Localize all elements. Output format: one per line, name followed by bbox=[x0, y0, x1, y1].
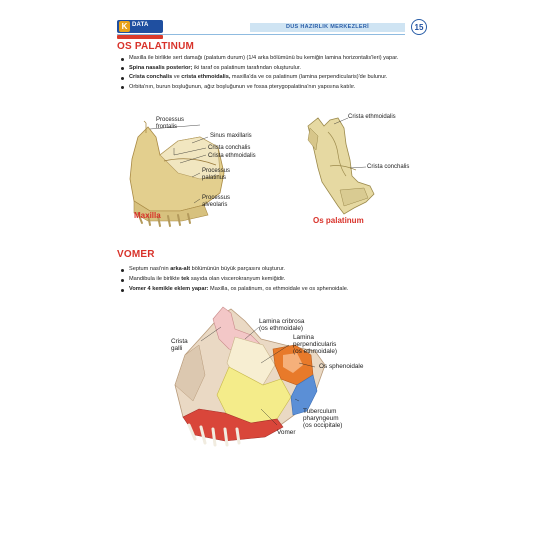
label-crista-conchalis: Crista conchalis bbox=[208, 145, 251, 151]
label-lamina-perpendicularis: Lamina perpendicularis (os ethmoidale) bbox=[293, 334, 338, 355]
logo-underline bbox=[117, 35, 163, 39]
caption-os-palatinum: Os palatinum bbox=[313, 216, 364, 225]
os-palatinum-figure bbox=[300, 110, 440, 230]
label-crista-galli: Crista galli bbox=[171, 338, 188, 352]
caption-maxilla: Maxilla bbox=[134, 211, 161, 220]
label-crista-conchalis-palatinum: Crista conchalis bbox=[367, 164, 410, 170]
logo-mark: K bbox=[119, 21, 130, 32]
publisher-logo bbox=[117, 20, 163, 42]
bullet-item: Maxilla ile birlikte sert damağı (palatum durum) (1/4 arka bölümünü bu kemiğin lamina horizontalis'leri) yapar. bbox=[120, 55, 430, 62]
bullet-item: Mandibula ile birlikte tek sayıda olan viscerokranyum kemiğidir. bbox=[120, 276, 430, 283]
bullet-item: Spina nasalis posterior; iki taraf os palatinum tarafından oluşturulur. bbox=[120, 65, 430, 72]
header-rule bbox=[117, 34, 405, 35]
label-tuberculum-pharyngeum: Tuberculum pharyngeum (os occipitale) bbox=[303, 408, 343, 429]
header-title: DUS HAZIRLIK MERKEZLERİ bbox=[286, 24, 369, 30]
label-sinus-maxillaris: Sinus maxillaris bbox=[210, 133, 252, 139]
os-palatinum-bullets bbox=[120, 55, 430, 91]
label-processus-alveolaris: Processus alveolaris bbox=[202, 195, 231, 208]
label-processus-palatinus: Processus palatinus bbox=[202, 168, 231, 181]
logo-badge bbox=[117, 20, 163, 33]
label-os-sphenoidale: Os sphenoidale bbox=[319, 363, 364, 370]
page-number: 15 bbox=[411, 19, 427, 35]
label-processus-frontalis: Processus frontalis bbox=[156, 117, 185, 130]
section-title-vomer: VOMER bbox=[117, 249, 155, 260]
label-crista-ethmoidalis: Crista ethmoidalis bbox=[208, 153, 256, 159]
section-title-os-palatinum: OS PALATINUM bbox=[117, 41, 195, 52]
logo-text: DATA bbox=[132, 22, 149, 28]
bullet-item: Vomer 4 kemikle eklem yapar: Maxilla, os palatinum, os ethmoidale ve os sphenoidale. bbox=[120, 286, 430, 293]
vomer-bullets bbox=[120, 266, 430, 293]
vomer-figure bbox=[165, 305, 380, 450]
label-vomer: Vomer bbox=[277, 429, 296, 436]
bullet-item: Crista conchalis ve crista ethmoidalis, maxilla'da ve os palatinum (lamina perpendicularis)'de bulunur. bbox=[120, 74, 430, 81]
bullet-item: Orbita'nın, burun boşluğunun, ağız boşluğunun ve fossa pterygopalatina'nın yapısına katılır. bbox=[120, 84, 430, 91]
bullet-item: Septum nasi'nin arka-alt bölümünün büyük parçasını oluşturur. bbox=[120, 266, 430, 273]
label-lamina-cribrosa: Lamina cribrosa (os ethmoidale) bbox=[259, 318, 305, 332]
label-crista-ethmoidalis-palatinum: Crista ethmoidalis bbox=[348, 114, 396, 120]
maxilla-figure bbox=[120, 115, 300, 235]
